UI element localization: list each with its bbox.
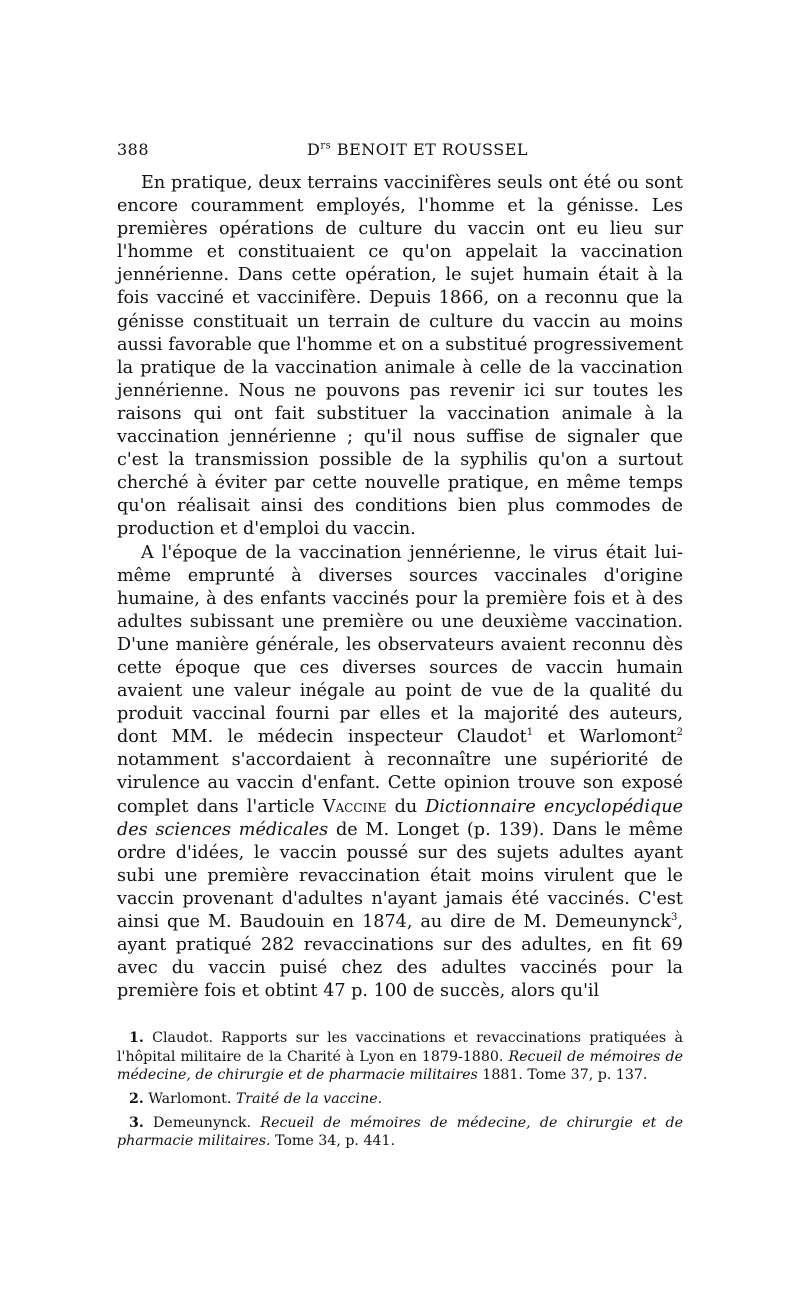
footnote-3-text-a: Demeunynck.	[143, 1115, 261, 1132]
page-number: 388	[117, 140, 150, 159]
paragraph-2-text-e: de M. Longet (p. 139). Dans le même ordre d'idées, le vaccin poussé sur des sujets adultes ayant subi une première revaccination était moins virulent que le vaccin provenant d'adultes n'ayant jamais été vaccinés. C'est ainsi que M. Baudouin en 1874, au dire de M. Demeunynck	[117, 819, 683, 932]
footnote-ref-2[interactable]: 2	[676, 727, 683, 739]
dictionary-title: Dictionnaire encyclopédique des sciences médicales	[117, 796, 684, 840]
footnote-2	[117, 1090, 683, 1108]
main-text	[117, 172, 683, 1003]
running-title-superscript: rs	[320, 140, 332, 152]
footnote-3-text-b: Tome 34, p. 441.	[270, 1133, 396, 1150]
footnote-2-number: 2.	[129, 1090, 144, 1107]
running-title	[307, 140, 528, 159]
footnote-2-title: Traité de la vaccine.	[235, 1090, 383, 1107]
paragraph-2-text-b: et Warlomont	[533, 727, 677, 748]
footnote-1-number: 1.	[129, 1030, 144, 1047]
paragraph-2-text-f: , ayant pratiqué 282 revaccinations sur des adultes, en fit 69 avec du vaccin puisé chez des adultes vaccinés pour la première fois et obtint 47 p. 100 de succès, alors qu'il	[117, 912, 683, 1002]
footnote-ref-1[interactable]: 1	[526, 727, 534, 739]
paragraph-1: En pratique, deux terrains vaccinifères seuls ont été ou sont encore couramment employés, l'homme et la génisse. Les premières opérations de culture du vaccin ont eu lieu sur l'homme et constituaient ce qu'on appelait la vaccination jennérienne. Dans cette opération, le sujet humain était à la fois vacciné et vaccinifère. Depuis 1866, on a reconnu que la génisse constituait un terrain de culture du vaccin au moins aussi favorable que l'homme et on a substitué progressivement la pratique de la vaccination animale à celle de la vaccination jennérienne. Nous ne pouvons pas revenir ici sur toutes les raisons qui ont fait substituer la vaccination animale à la vaccination jennérienne ; qu'il nous suffise de signaler que c'est la transmission possible de la syphilis qu'on a surtout cherché à éviter par cette nouvelle pratique, en même temps qu'on réalisait ainsi des conditions bien plus commodes de production et d'emploi du vaccin.	[117, 173, 683, 540]
running-header	[117, 140, 683, 166]
running-title-authors: BENOIT ET ROUSSEL	[331, 140, 528, 159]
small-caps-vaccine: Vaccine	[322, 796, 387, 817]
running-title-prefix: D	[307, 140, 321, 159]
paragraph-2	[117, 542, 683, 1004]
footnote-3-number: 3.	[129, 1115, 144, 1132]
footnote-ref-3[interactable]: 3	[671, 912, 678, 924]
paragraph-2-text-a: A l'époque de la vaccination jennérienne, le virus était lui-même emprunté à diverses sources vaccinales d'origine humaine, à des enfants vaccinés pour la première fois et à des adultes subissant une première ou une deuxième vaccination. D'une manière générale, les observateurs avaient reconnu dès cette époque que ces diverses sources de vaccin humain avaient une valeur inégale au point de vue de la qualité du produit vaccinal fourni par elles et la majorité des auteurs, dont MM. le médecin inspecteur Claudot	[117, 542, 683, 748]
footnote-2-text-a: Warlomont.	[143, 1090, 236, 1107]
footnote-1-journal: Recueil de mémoires de médecine, de chirurgie et de pharmacie militaires	[117, 1048, 683, 1083]
book-page	[117, 140, 683, 1157]
footnote-3-journal: Recueil de mémoires de médecine, de chirurgie et de pharmacie militaires.	[117, 1115, 683, 1150]
paragraph-2-text-d: du	[386, 796, 426, 817]
footnote-3	[117, 1114, 683, 1150]
footnote-1-text-a: Claudot. Rapports sur les vaccinations et revaccinations pratiquées à l'hôpital militaire de la Charité à Lyon en 1879-1880.	[117, 1030, 683, 1065]
paragraph-2-text-c: notamment s'accordaient à reconnaître une supériorité de virulence au vaccin d'enfant. Cette opinion trouve son exposé complet dans l'article	[117, 750, 683, 817]
footnotes	[117, 1029, 683, 1150]
footnote-1	[117, 1029, 683, 1084]
footnote-1-text-b: 1881. Tome 37, p. 137.	[477, 1066, 648, 1083]
